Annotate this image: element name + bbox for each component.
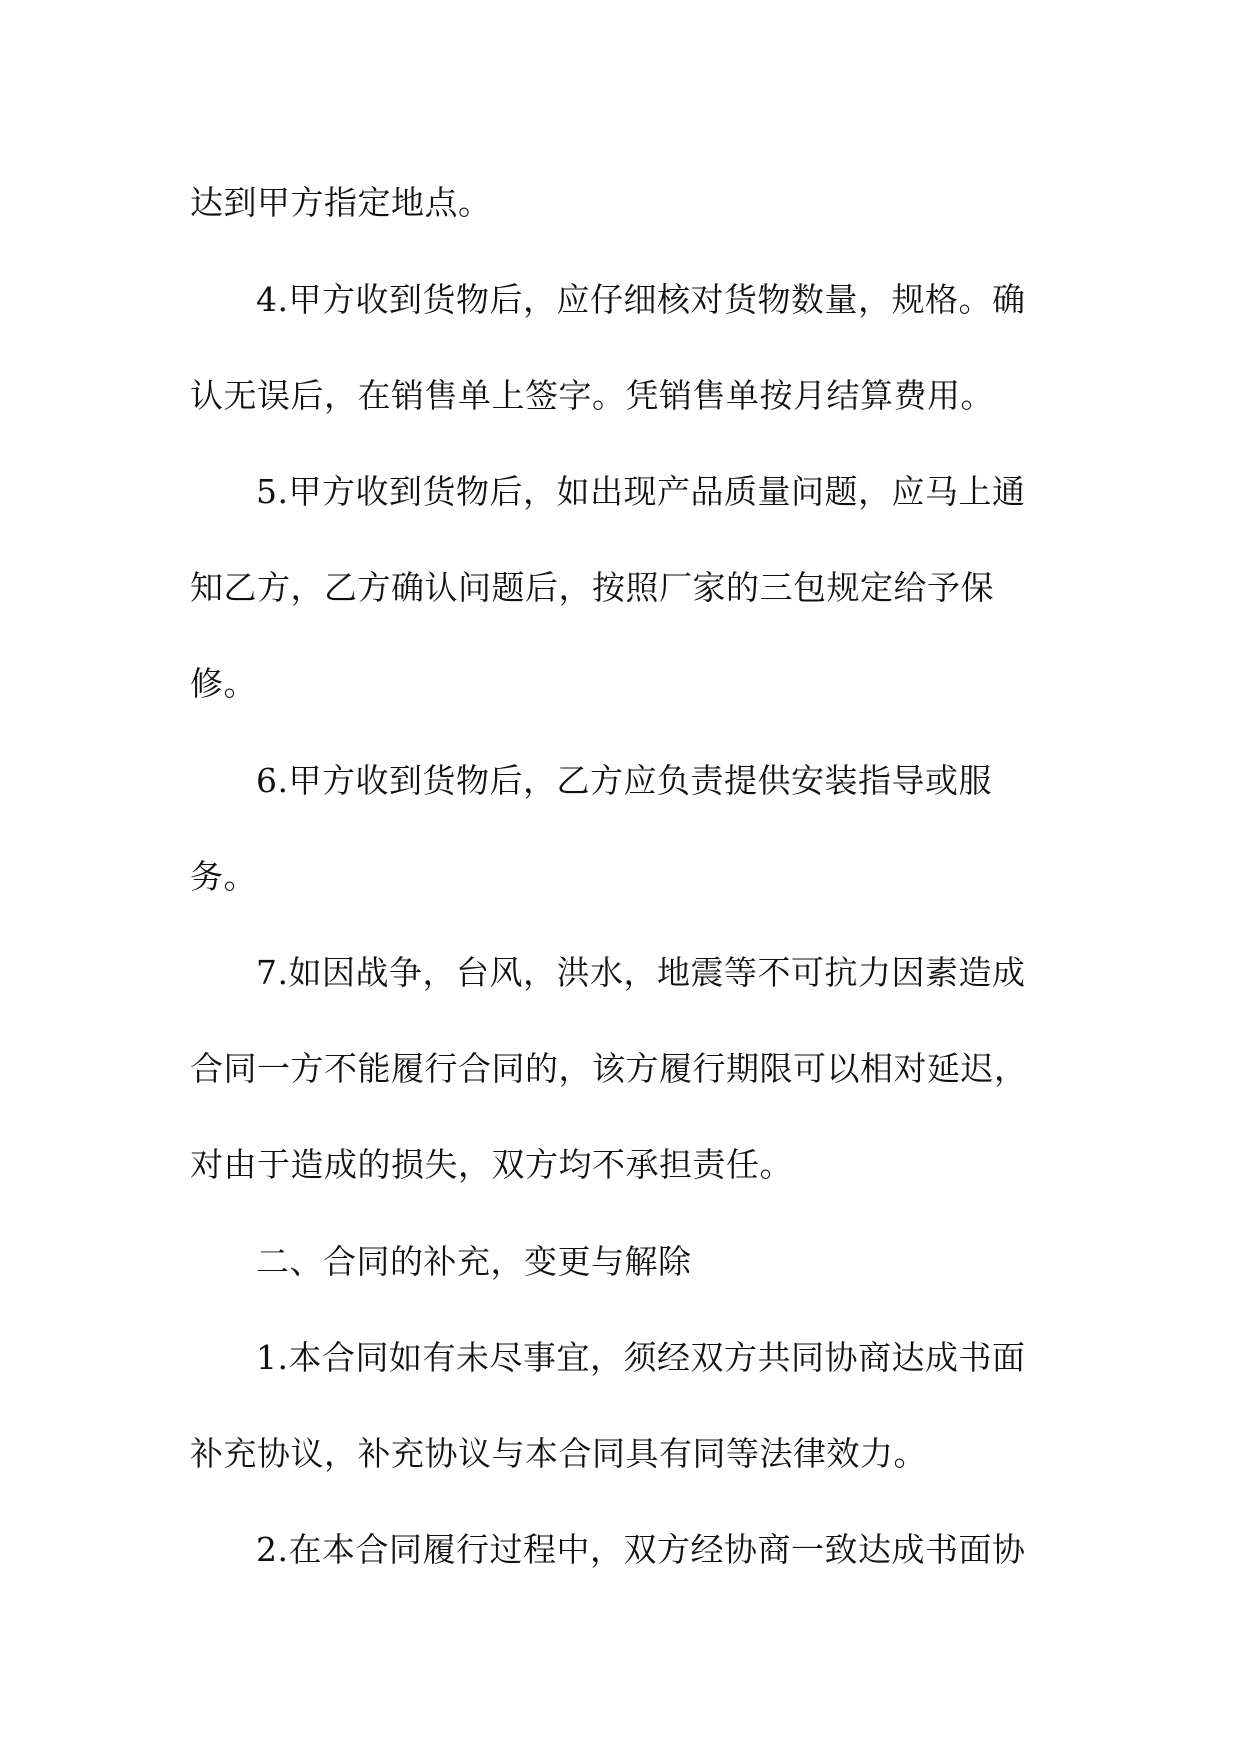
text-line: 5.甲方收到货物后，如出现产品质量问题，应马上通 <box>256 472 1026 511</box>
text-line: 修。 <box>190 664 257 703</box>
text-line: 6.甲方收到货物后，乙方应负责提供安装指导或服 <box>256 761 992 800</box>
text-line: 知乙方，乙方确认问题后，按照厂家的三包规定给予保 <box>190 568 994 607</box>
text-line: 补充协议，补充协议与本合同具有同等法律效力。 <box>190 1434 927 1473</box>
text-line: 对由于造成的损失，双方均不承担责任。 <box>190 1145 793 1184</box>
text-line: 认无误后，在销售单上签字。凭销售单按月结算费用。 <box>190 376 994 415</box>
text-line: 达到甲方指定地点。 <box>190 183 492 222</box>
text-line: 4.甲方收到货物后，应仔细核对货物数量，规格。确 <box>256 280 1026 319</box>
text-line: 2.在本合同履行过程中，双方经协商一致达成书面协 <box>256 1530 1026 1569</box>
text-line: 1.本合同如有未尽事宜，须经双方共同协商达成书面 <box>256 1338 1026 1377</box>
text-line: 7.如因战争，台风，洪水，地震等不可抗力因素造成 <box>256 953 1026 992</box>
section-heading: 二、合同的补充，变更与解除 <box>256 1242 692 1281</box>
text-line: 务。 <box>190 857 257 896</box>
text-line: 合同一方不能履行合同的，该方履行期限可以相对延迟， <box>190 1049 1028 1088</box>
